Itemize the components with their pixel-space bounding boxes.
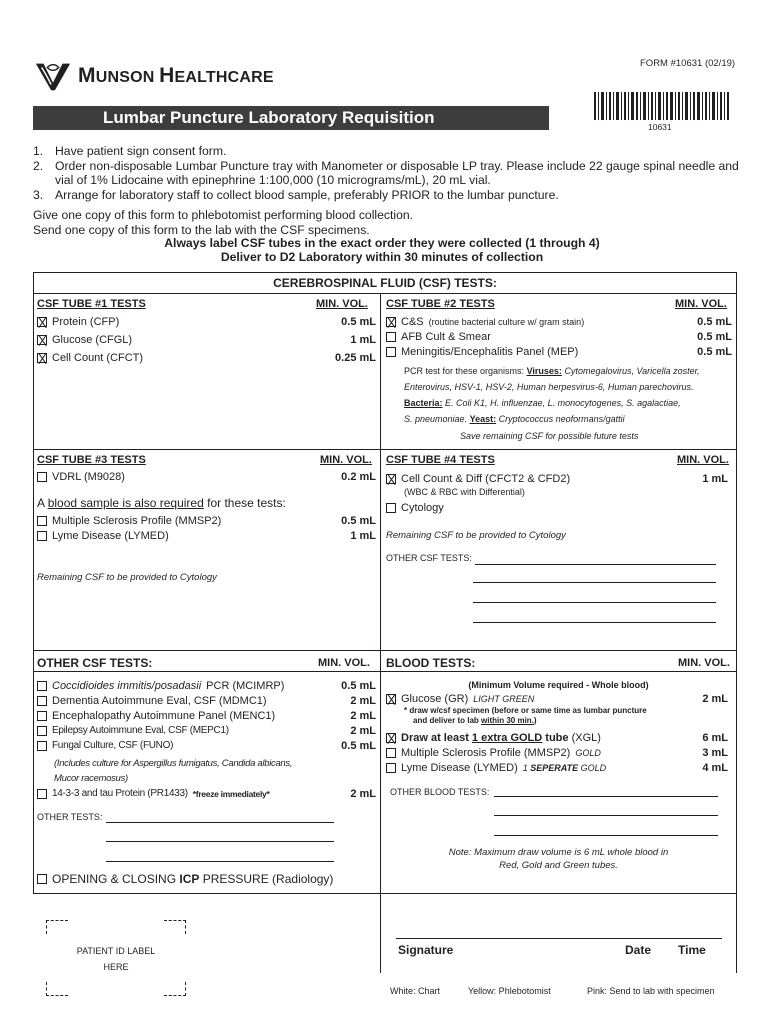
checkbox[interactable] [37,531,47,541]
volume: 1 mL [350,334,376,346]
signature-box [380,893,737,973]
checkbox[interactable] [37,741,47,751]
checkbox-checked[interactable] [386,694,396,704]
max-draw-note: Note: Maximum draw volume is 6 mL whole blood in Red, Gold and Green tubes. [448,847,669,871]
volume: 3 mL [702,747,728,759]
instruction-2: 2. Order non-disposable Lumbar Puncture tray with Manometer or disposable LP tray. Please include 22 gauge spinal needle and vial of 1% Lidocaine with epinephrine 1:100,000 (10 micrograms/mL), 20 mL vial. [33,158,739,187]
barcode [594,92,729,120]
test-cell-count-diff[interactable]: Cell Count & Diff (CFCT2 & CFD2) [386,473,570,485]
tube1-header: CSF TUBE #1 TESTS [37,298,146,310]
other-csf-line-4[interactable] [473,622,716,623]
test-mepc1[interactable]: Epilepsy Autoimmune Eval, CSF (MEPC1) [37,725,229,736]
label-order-note: Always label CSF tubes in the exact order they were collected (1 through 4) [164,236,600,250]
test-cocci[interactable]: Coccidioides immitis/posadasii PCR (MCIMRP) [37,680,284,692]
checkbox[interactable] [386,748,396,758]
volume: 0.2 mL [341,471,376,483]
label-corner [46,982,68,996]
date-label: Date [625,943,652,957]
other-tests-line-2[interactable] [106,841,334,842]
label-corner [164,920,186,934]
tube3-header: CSF TUBE #3 TESTS [37,454,146,466]
other-blood-line-1[interactable] [494,796,718,797]
brand-name: MUNSON HEALTHCARE [78,64,274,87]
deliver-note: Deliver to D2 Laboratory within 30 minutes of collection [220,250,544,264]
checkbox[interactable] [37,874,47,884]
blood-min-note: (Minimum Volume required - Whole blood) [468,680,649,690]
checkbox[interactable] [37,516,47,526]
volume: 2 mL [350,725,376,737]
other-blood-line-2[interactable] [494,815,718,816]
checkbox[interactable] [37,789,47,799]
copy-white: White: Chart [390,986,441,996]
signature-line[interactable] [396,938,722,939]
csf-section-title: CEREBROSPINAL FLUID (CSF) TESTS: [273,276,497,290]
barcode-number: 10631 [648,122,672,132]
blood-required-note: A blood sample is also required for these tests: [37,496,286,510]
volume: 0.5 mL [341,680,376,692]
signature-label: Signature [398,943,454,957]
volume: 0.5 mL [341,316,376,328]
checkbox-checked[interactable] [386,474,396,484]
instructions [33,144,743,202]
test-pr1433[interactable]: 14-3-3 and tau Protein (PR1433) *freeze immediately* [37,788,269,799]
blood-tests-header: BLOOD TESTS: [386,656,476,670]
divider [33,293,737,294]
checkbox[interactable] [37,681,47,691]
test-lymed-blood[interactable]: Lyme Disease (LYMED) 1 SEPERATE GOLD [386,762,606,774]
glucose-draw-note: * draw w/csf specimen (before or same time as lumbar puncture and deliver to lab within 30 min.) [404,706,647,725]
other-csf-line-1[interactable] [475,564,716,565]
volume: 0.5 mL [697,316,732,328]
tube1-min-vol: MIN. VOL. [316,298,368,310]
checkbox[interactable] [386,332,396,342]
volume: 2 mL [350,710,376,722]
tube3-remaining-note: Remaining CSF to be provided to Cytology [37,572,217,583]
divider [33,671,380,672]
time-label: Time [678,943,706,957]
volume: 2 mL [350,695,376,707]
copy-pink: Pink: Send to lab with specimen [587,986,715,996]
test-vdrl[interactable]: VDRL (M9028) [37,471,125,483]
test-mep[interactable]: Meningitis/Encephalitis Panel (MEP) [386,346,578,358]
checkbox[interactable] [37,472,47,482]
checkbox[interactable] [37,726,47,736]
test-mmsp2-blood[interactable]: Multiple Sclerosis Profile (MMSP2) GOLD [386,747,601,759]
checkbox-checked[interactable] [386,317,396,327]
other-tests-line-3[interactable] [106,861,334,862]
checkbox-checked[interactable] [37,335,47,345]
wbc-note: (WBC & RBC with Differential) [404,487,525,497]
test-protein[interactable]: Protein (CFP) [37,316,119,328]
checkbox-checked[interactable] [37,353,47,363]
tube2-header: CSF TUBE #2 TESTS [386,298,495,310]
checkbox-checked[interactable] [37,317,47,327]
other-tests-label: OTHER TESTS: [37,812,103,822]
other-csf-tests-label: OTHER CSF TESTS: [386,553,472,563]
other-blood-tests-label: OTHER BLOOD TESTS: [390,787,490,797]
volume: 1 mL [702,473,728,485]
label-corner [46,920,68,934]
munson-logo [34,56,274,96]
tube2-min-vol: MIN. VOL. [675,298,727,310]
form-number: FORM #10631 (02/19) [640,58,736,69]
instruction-1: 1. Have patient sign consent form. [33,144,227,158]
instruction-3: 3. Arrange for laboratory staff to collect blood sample, preferably PRIOR to the lumbar puncture. [33,187,559,202]
page-title: Lumbar Puncture Laboratory Requisition [33,106,549,130]
volume: 0.25 mL [335,352,376,364]
checkbox[interactable] [37,696,47,706]
test-xgl[interactable]: Draw at least 1 extra GOLD tube (XGL) [386,732,601,744]
divider [380,671,737,672]
opening-closing-icp[interactable]: OPENING & CLOSING ICP PRESSURE (Radiology) [37,872,333,886]
munson-logo-icon [34,59,72,93]
volume: 0.5 mL [697,331,732,343]
tube4-header: CSF TUBE #4 TESTS [386,454,495,466]
divider [33,449,737,450]
volume: 6 mL [702,732,728,744]
tube4-remaining-note: Remaining CSF to be provided to Cytology [386,530,566,541]
test-mdmc1[interactable]: Dementia Autoimmune Eval, CSF (MDMC1) [37,695,267,707]
test-afb[interactable]: AFB Cult & Smear [386,331,491,343]
test-lymed-csf[interactable]: Lyme Disease (LYMED) [37,530,169,542]
fungal-culture-note: (Includes culture for Aspergillus fumigatus, Candida albicans, Mucor racemosus) [54,758,293,784]
volume: 2 mL [350,788,376,800]
other-csf-line-3[interactable] [473,602,716,603]
volume: 0.5 mL [697,346,732,358]
column-divider [380,293,381,894]
other-csf-line-2[interactable] [473,582,716,583]
volume: 4 mL [702,762,728,774]
checkbox[interactable] [37,711,47,721]
test-cs[interactable]: C&S (routine bacterial culture w/ gram stain) [386,316,584,328]
other-csf-min-vol: MIN. VOL. [318,657,370,669]
test-funo[interactable]: Fungal Culture, CSF (FUNO) [37,740,173,751]
test-menc1[interactable]: Encephalopathy Autoimmune Panel (MENC1) [37,710,275,722]
tube4-min-vol: MIN. VOL. [677,454,729,466]
checkbox[interactable] [386,347,396,357]
volume: 2 mL [702,693,728,705]
checkbox-checked[interactable] [386,733,396,743]
copy-instructions: Give one copy of this form to phlebotomist performing blood collection. Send one copy of this form to the lab with the CSF specimens. [33,208,414,237]
checkbox[interactable] [386,763,396,773]
save-csf-note: Save remaining CSF for possible future tests [460,431,639,441]
test-cell-count[interactable]: Cell Count (CFCT) [37,352,143,364]
patient-id-label-area: PATIENT ID LABEL HERE [76,946,156,972]
divider [33,650,737,651]
volume: 0.5 mL [341,515,376,527]
test-glucose[interactable]: Glucose (CFGL) [37,334,132,346]
tube3-min-vol: MIN. VOL. [320,454,372,466]
checkbox[interactable] [386,503,396,513]
blood-min-vol: MIN. VOL. [678,657,730,669]
test-cytology[interactable]: Cytology [386,502,444,514]
other-csf-header: OTHER CSF TESTS: [37,656,153,670]
volume: 0.5 mL [341,740,376,752]
other-blood-line-3[interactable] [494,835,718,836]
test-mmsp2-csf[interactable]: Multiple Sclerosis Profile (MMSP2) [37,515,221,527]
pcr-organisms: PCR test for these organisms: Viruses: Cytomegalovirus, Varicella zoster, Enterovirus, HSV-1, HSV-2, Human herpesvirus-6, Human parechovirus. Bacteria: E. Coli K1, H. influenzae, L. monocytogenes, S. agalactiae, S. pneumoniae. Yeast: Cryptococcus neoformans/gattii [404,366,700,424]
copy-yellow: Yellow: Phlebotomist [468,986,551,996]
volume: 1 mL [350,530,376,542]
test-glucose-blood[interactable]: Glucose (GR) LIGHT GREEN [386,693,534,705]
other-tests-line-1[interactable] [106,822,334,823]
label-corner [164,982,186,996]
